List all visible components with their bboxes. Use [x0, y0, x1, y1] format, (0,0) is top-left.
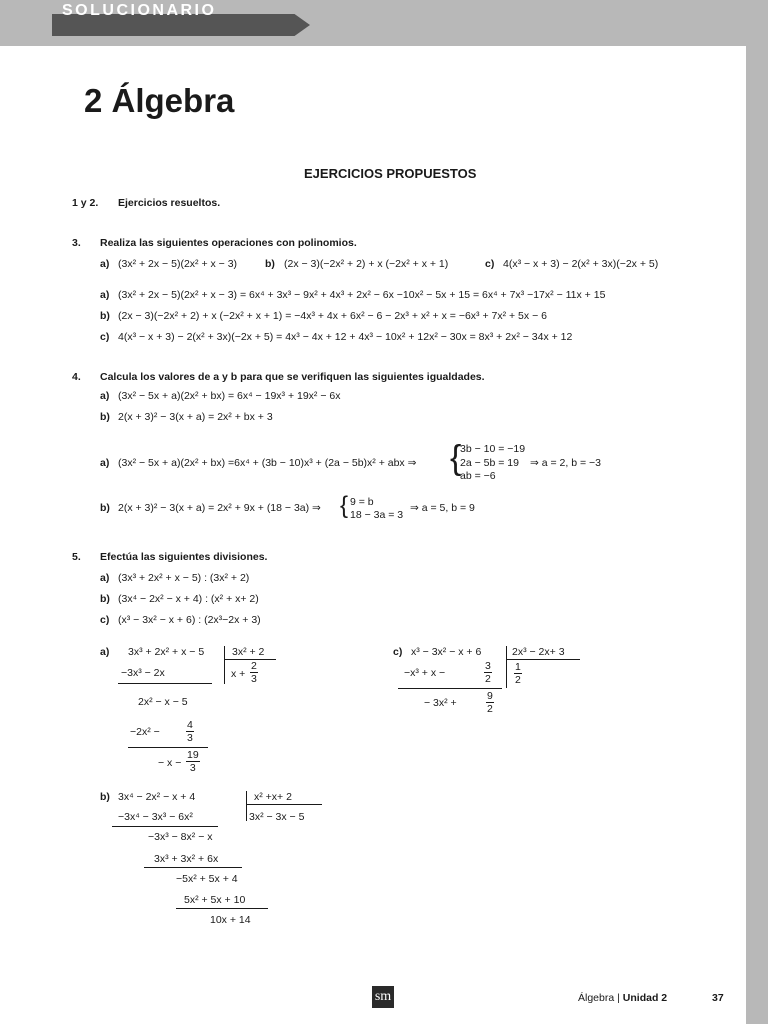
- page-sheet: [0, 46, 746, 1024]
- item-label: b): [100, 593, 110, 605]
- item-expr: (3x⁴ − 2x² − x + 4) : (x² + x+ 2): [118, 593, 259, 605]
- division-step: −3x³ − 8x² − x: [148, 831, 213, 843]
- solution-expr: 4(x³ − x + 3) − 2(x² + 3x)(−2x + 5) = 4x³ − 4x + 12 + 4x³ − 10x² + 12x² − 30x = 8x³ + 2x² − 34x + 12: [118, 331, 573, 343]
- solution-expr: (3x² + 2x − 5)(2x² + x − 3) = 6x⁴ + 3x³ − 9x² + 4x³ + 2x² − 6x −10x² − 5x + 15 = 6x⁴ + 7x³ −17x² − 11x + 15: [118, 289, 606, 301]
- header-banner-text: SOLUCIONARIO: [62, 2, 217, 19]
- system-eq: 9 = b: [350, 496, 374, 508]
- item-label: c): [485, 258, 495, 270]
- division-step: −5x² + 5x + 4: [176, 873, 238, 885]
- division-dividend: 3x³ + 2x² + x − 5: [128, 646, 205, 658]
- system-eq: ab = −6: [460, 470, 496, 482]
- division-rule: [128, 747, 208, 748]
- solution-label: b): [100, 502, 110, 514]
- fraction-den: 3: [251, 673, 257, 685]
- item-expr: (3x² − 5x + a)(2x² + bx) = 6x⁴ − 19x³ + 19x² − 6x: [118, 390, 341, 402]
- fraction-num: 19: [187, 749, 199, 761]
- solution-result: ⇒ a = 5, b = 9: [410, 502, 475, 514]
- page-title: 2 Álgebra: [84, 82, 235, 119]
- fraction-num: 2: [251, 660, 257, 672]
- division-divisor: 2x³ − 2x+ 3: [512, 646, 565, 658]
- division-step: −3x⁴ − 3x³ − 6x²: [118, 811, 193, 823]
- division-bracket: [246, 804, 322, 805]
- division-rule: [176, 908, 268, 909]
- system-eq: 2a − 5b = 19: [460, 457, 519, 469]
- division-quotient: 3x² − 3x − 5: [249, 811, 305, 823]
- solution-result: ⇒ a = 2, b = −3: [530, 457, 601, 469]
- system-brace: {: [450, 439, 462, 477]
- division-step: 2x² − x − 5: [138, 696, 188, 708]
- fraction-num: 9: [487, 690, 493, 702]
- fraction: [186, 749, 200, 774]
- division-step: −2x² −: [130, 726, 160, 738]
- division-bracket: [506, 659, 580, 660]
- division-label: b): [100, 791, 110, 803]
- item-expr: 2(x + 3)² − 3(x + a) = 2x² + bx + 3: [118, 411, 273, 423]
- item-expr: 4(x³ − x + 3) − 2(x² + 3x)(−2x + 5): [503, 258, 659, 270]
- exercise-number: 4.: [72, 371, 81, 383]
- exercise-number: 3.: [72, 237, 81, 249]
- division-bracket: [506, 646, 507, 688]
- footer-separator: |: [617, 992, 620, 1004]
- solution-label: a): [100, 457, 110, 469]
- solution-expr: (2x − 3)(−2x² + 2) + x (−2x² + x + 1) = −4x³ + 4x + 6x² − 6 − 2x³ + x² + x = −6x³ + 7x² + 5x − 6: [118, 310, 547, 322]
- division-divisor: x² +x+ 2: [254, 791, 292, 803]
- division-bracket: [224, 646, 225, 684]
- page-number: 37: [712, 992, 724, 1004]
- solution-expr: 2(x + 3)² − 3(x + a) = 2x² + 9x + (18 − 3a) ⇒: [118, 502, 321, 514]
- exercise-prompt: Efectúa las siguientes divisiones.: [100, 551, 268, 563]
- footer-subject: Álgebra: [578, 992, 615, 1004]
- fraction: [250, 660, 258, 685]
- division-rule: [144, 867, 242, 868]
- system-eq: 3b − 10 = −19: [460, 443, 526, 455]
- item-expr: (3x³ + 2x² + x − 5) : (3x² + 2): [118, 572, 250, 584]
- fraction-num: 4: [187, 719, 193, 731]
- solution-expr: (3x² − 5x + a)(2x² + bx) =6x⁴ + (3b − 10)x³ + (2a − 5b)x² + abx ⇒: [118, 457, 417, 469]
- fraction-den: 3: [187, 732, 193, 744]
- fraction: [484, 660, 492, 685]
- exercise-number: 5.: [72, 551, 81, 563]
- fraction-num: 1: [515, 661, 521, 673]
- division-label: c): [393, 646, 403, 658]
- division-dividend: x³ − 3x² − x + 6: [411, 646, 482, 658]
- fraction-den: 2: [515, 674, 521, 686]
- system-brace: {: [340, 492, 349, 519]
- division-label: a): [100, 646, 110, 658]
- footer-label: [578, 992, 667, 1004]
- division-step: −3x³ − 2x: [121, 667, 165, 679]
- solution-label: c): [100, 331, 110, 343]
- division-dividend: 3x⁴ − 2x² − x + 4: [118, 791, 196, 803]
- division-rule: [398, 688, 502, 689]
- item-label: c): [100, 614, 110, 626]
- item-expr: (x³ − 3x² − x + 6) : (2x³−2x + 3): [118, 614, 261, 626]
- division-step: −x³ + x −: [404, 667, 446, 679]
- item-expr: (3x² + 2x − 5)(2x² + x − 3): [118, 258, 238, 270]
- exercise-number: 1 y 2.: [72, 197, 99, 209]
- item-label: b): [100, 411, 110, 423]
- solution-label: a): [100, 289, 110, 301]
- division-bracket: [246, 791, 247, 821]
- division-step: − 3x² +: [424, 697, 457, 709]
- fraction: [486, 690, 494, 715]
- exercise-prompt: Calcula los valores de a y b para que se verifiquen las siguientes igualdades.: [100, 371, 485, 383]
- division-divisor: 3x² + 2: [232, 646, 265, 658]
- division-step: − x −: [158, 757, 182, 769]
- division-step: 5x² + 5x + 10: [184, 894, 246, 906]
- fraction-num: 3: [485, 660, 491, 672]
- item-label: b): [265, 258, 275, 270]
- division-quotient: x +: [231, 668, 246, 680]
- footer-unit: Unidad 2: [622, 992, 668, 1004]
- item-label: a): [100, 572, 110, 584]
- division-step: 3x³ + 3x² + 6x: [154, 853, 219, 865]
- item-label: a): [100, 390, 110, 402]
- publisher-logo: sm: [372, 986, 394, 1008]
- section-title: EJERCICIOS PROPUESTOS: [304, 166, 477, 181]
- fraction-den: 2: [485, 673, 491, 685]
- item-expr: (2x − 3)(−2x² + 2) + x (−2x² + x + 1): [284, 258, 449, 270]
- fraction: [514, 661, 522, 686]
- exercise-prompt: Ejercicios resueltos.: [118, 197, 221, 209]
- fraction: [186, 719, 194, 744]
- division-rule: [112, 826, 218, 827]
- fraction-den: 2: [487, 703, 493, 715]
- solution-label: b): [100, 310, 110, 322]
- fraction-den: 3: [189, 762, 196, 774]
- exercise-prompt: Realiza las siguientes operaciones con polinomios.: [100, 237, 357, 249]
- item-label: a): [100, 258, 110, 270]
- division-rule: [118, 683, 212, 684]
- division-step: 10x + 14: [210, 914, 251, 926]
- system-eq: 18 − 3a = 3: [350, 509, 404, 521]
